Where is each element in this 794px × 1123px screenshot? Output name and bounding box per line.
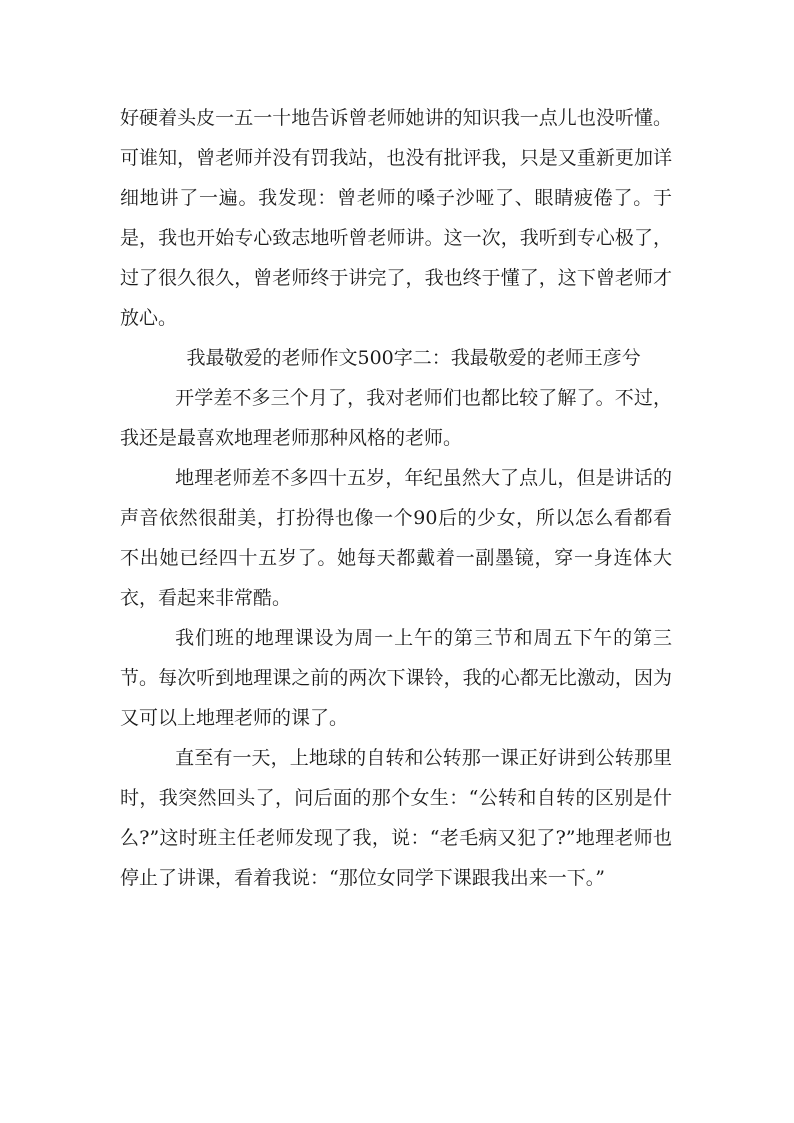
essay-heading: 我最敬爱的老师作文500字二：我最敬爱的老师王彦兮 (186, 347, 641, 369)
paragraph-schedule: 我们班的地理课设为周一上午的第三节和周五下午的第三节。每次听到地理课之前的两次下课铃，我的心都无比激动，因为又可以上地理老师的课了。 (120, 627, 672, 729)
document-page (120, 98, 672, 898)
paragraph-story: 直至有一天，上地球的自转和公转那一课正好讲到公转那里时，我突然回头了，问后面的那个女生：“公转和自转的区别是什么?”这时班主任老师发现了我，说：“老毛病又犯了?”地理老师也停止了讲课，看着我说：“那位女同学下课跟我出来一下。” (120, 747, 672, 889)
paragraph-continuation: 好硬着头皮一五一十地告诉曾老师她讲的知识我一点儿也没听懂。可谁知，曾老师并没有罚我站，也没有批评我，只是又重新更加详细地讲了一遍。我发现：曾老师的嗓子沙哑了、眼睛疲倦了。于是，我也开始专心致志地听曾老师讲。这一次，我听到专心极了，过了很久很久，曾老师终于讲完了，我也终于懂了，这下曾老师才放心。 (120, 107, 672, 329)
paragraph-description: 地理老师差不多四十五岁，年纪虽然大了点儿，但是讲话的声音依然很甜美，打扮得也像一个90后的少女，所以怎么看都看不出她已经四十五岁了。她每天都戴着一副墨镜，穿一身连体大衣，看起来非常酷。 (120, 467, 672, 609)
paragraph-intro: 开学差不多三个月了，我对老师们也都比较了解了。不过，我还是最喜欢地理老师那种风格的老师。 (120, 387, 672, 449)
